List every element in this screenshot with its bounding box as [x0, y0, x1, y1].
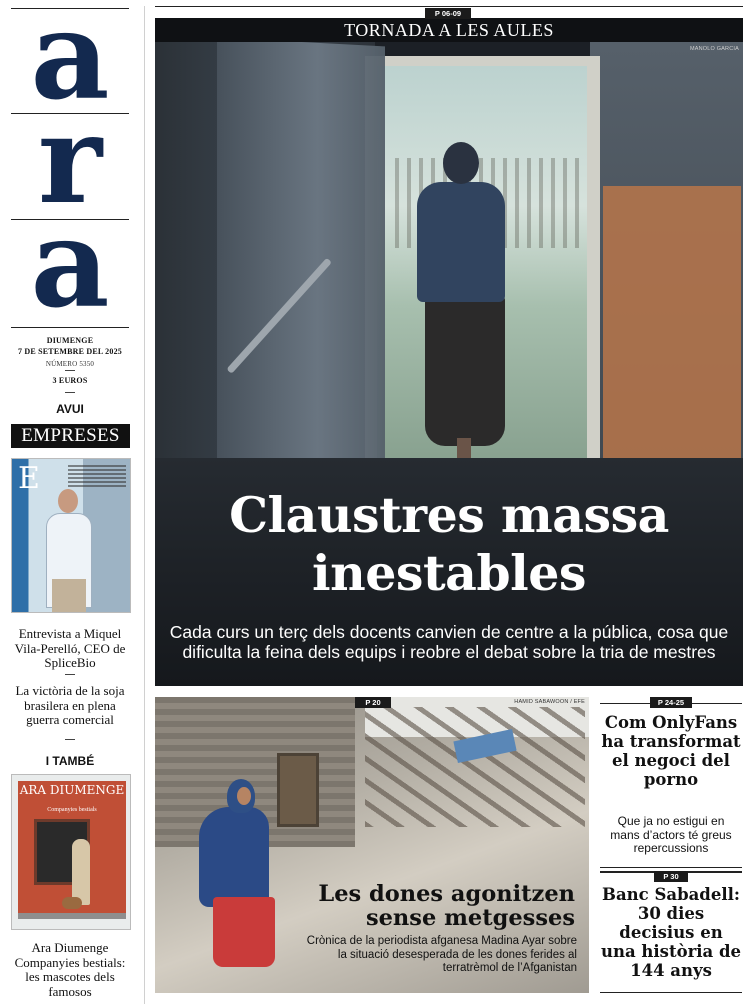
onlyfans-headline[interactable]: Com OnlyFans ha transformat el negoci del porno — [601, 713, 741, 789]
afganistan-headline[interactable]: Les dones agonitzen sense metgesses — [318, 881, 575, 931]
logo-letter-a-bottom[interactable]: a — [30, 191, 110, 335]
afganistan-story[interactable] — [155, 697, 589, 993]
sabadell-headline[interactable]: Banc Sabadell: 30 dies decisius en una història de 144 anys — [600, 885, 742, 980]
left-column — [8, 0, 132, 1004]
edition-price: 3 EUROS — [52, 376, 88, 385]
cover-subtitle: Companyies bestials — [47, 807, 97, 813]
cover-logo-letter: E — [18, 461, 40, 496]
sabadell-page-ref: P 30 — [654, 871, 688, 882]
photo-girl-body — [199, 807, 269, 907]
section-tag: TORNADA A LES AULES — [155, 18, 743, 42]
cover-person-head — [58, 489, 78, 513]
divider — [65, 392, 75, 393]
ara-diumenge-cover-image[interactable] — [11, 774, 131, 930]
sidebar-story-mascotes[interactable]: Ara Diumenge Companyies bestials: les mascotes dels famosos — [14, 940, 126, 999]
onlyfans-story[interactable] — [600, 703, 742, 868]
top-rule — [155, 6, 743, 7]
hero-headline[interactable]: Claustres massa inestables — [229, 486, 669, 602]
itambe-label: I TAMBÉ — [45, 754, 95, 768]
hero-story[interactable] — [155, 18, 743, 686]
divider — [65, 370, 75, 371]
photo-girl-face — [237, 787, 251, 805]
photo-figure-head — [443, 142, 479, 184]
edition-date: 7 DE SETEMBRE DEL 2025 — [18, 347, 122, 356]
photo-beams — [365, 707, 585, 827]
photo-house-door — [277, 753, 319, 827]
cover-title: ARA DIUMENGE — [19, 783, 125, 797]
afganistan-page-ref: P 20 — [355, 697, 391, 708]
onlyfans-subhead: Que ja no estigui en mans d’actors té greus repercussions — [610, 814, 732, 855]
sidebar-story-soja[interactable]: La victòria de la soja brasilera en plena guerra comercial — [15, 683, 125, 727]
hero-photo-credit: MANOLO GARCIA — [689, 46, 739, 52]
edition-day: DIUMENGE — [46, 336, 94, 345]
hero-page-ref: P 06-09 — [425, 8, 471, 19]
photo-figure-body — [417, 182, 505, 302]
hero-subhead: Cada curs un terç dels docents canvien de centre a la pública, cosa que dificulta la feina dels equips i reobre el debat sobre la tria de mestres — [169, 622, 729, 662]
edition-number: NÚMERO 5350 — [45, 360, 95, 368]
photo-girl-dress — [213, 897, 275, 967]
divider — [65, 674, 75, 675]
logo-letter-a-top[interactable]: a — [30, 0, 110, 127]
photo-orange-panel — [603, 186, 741, 461]
logo-letter-r[interactable]: r — [37, 87, 103, 231]
cover-ground — [18, 913, 126, 919]
sabadell-story[interactable] — [600, 871, 742, 993]
photo-figure-skirt — [425, 296, 505, 446]
sidebar-story-interview[interactable]: Entrevista a Miquel Vila-Perelló, CEO de SpliceBio — [14, 626, 126, 670]
cover-woman — [72, 839, 90, 905]
afganistan-photo-credit: HAMID SABAWOON / EFE — [514, 699, 585, 705]
empreses-cover-image[interactable] — [11, 458, 131, 613]
cover-person-legs — [52, 579, 86, 613]
afganistan-subhead: Crònica de la periodista afganesa Madina Ayar sobre la situació desesperada de les dones ferides al terratrèmol de l’Afganistan — [306, 935, 577, 974]
empreses-supplement-banner[interactable]: EMPRESES — [11, 424, 130, 448]
cover-text-block — [68, 465, 126, 487]
masthead-rule — [11, 327, 129, 328]
column-divider — [144, 6, 145, 1004]
divider — [65, 739, 75, 740]
avui-label: AVUI — [56, 402, 84, 416]
onlyfans-page-ref: P 24-25 — [650, 697, 692, 708]
cover-dog — [62, 897, 82, 909]
